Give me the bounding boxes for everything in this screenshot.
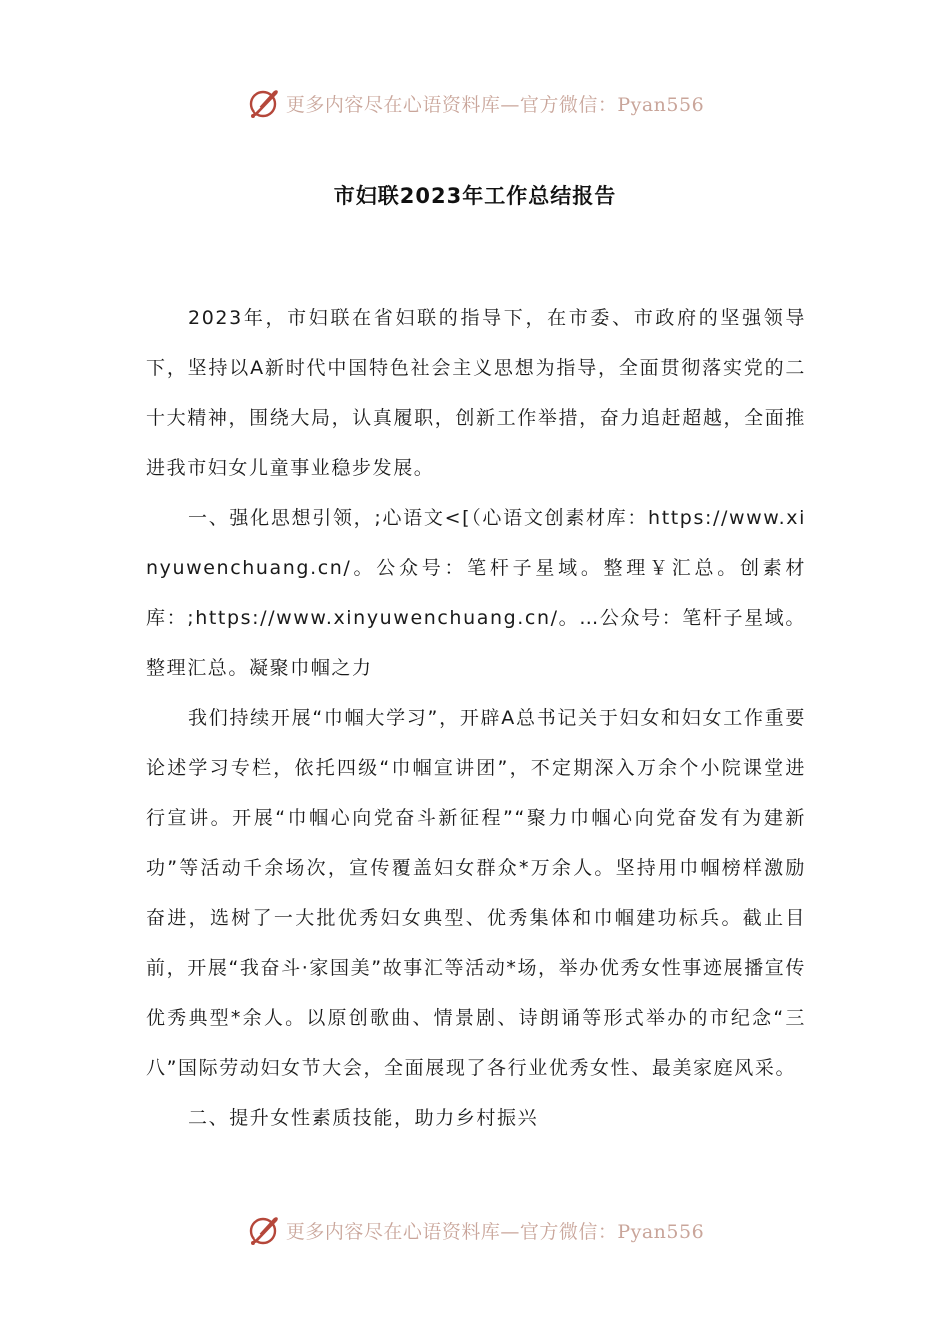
paragraph: 2023年，市妇联在省妇联的指导下，在市委、市政府的坚强领导下，坚持以A新时代中国特色社会主义思想为指导，全面贯彻落实党的二十大精神，围绕大局，认真履职，创新工作举措，奋力追赶超越，全面推进我市妇女儿童事业稳步发展。 [146,307,806,479]
document-title: 市妇联2023年工作总结报告 [333,184,617,208]
section-heading: 一、强化思想引领，;心语文<[（心语文创素材库：https://www.xinyuwenchuang.cn/。公众号：笔杆子星域。整理￥汇总。创素材库：;https://www.xinyuwenchuang.cn/。…公众号：笔杆子星域。整理汇总。凝聚巾帼之力 [146,507,806,679]
quill-pen-logo-icon [246,1212,282,1248]
watermark-text: 更多内容尽在心语资料库—官方微信：Pyan556 [285,1220,705,1243]
footer-watermark [0,1210,950,1250]
section-heading: 二、提升女性素质技能，助力乡村振兴 [188,1107,539,1129]
quill-pen-logo-icon [246,85,282,121]
paragraph: 我们持续开展“巾帼大学习”，开辟A总书记关于妇女和妇女工作重要论述学习专栏，依托四级“巾帼宣讲团”，不定期深入万余个小院课堂进行宣讲。开展“巾帼心向党奋斗新征程”“聚力巾帼心向党奋发有为建新功”等活动千余场次，宣传覆盖妇女群众*万余人。坚持用巾帼榜样激励奋进，选树了一大批优秀妇女典型、优秀集体和巾帼建功标兵。截止目前，开展“我奋斗·家国美”故事汇等活动*场，举办优秀女性事迹展播宣传优秀典型*余人。以原创歌曲、情景剧、诗朗诵等形式举办的市纪念“三八”国际劳动妇女节大会，全面展现了各行业优秀女性、最美家庭风采。 [146,707,806,1079]
document-body [146,293,806,1143]
watermark-text: 更多内容尽在心语资料库—官方微信：Pyan556 [285,93,705,116]
header-watermark [0,83,950,123]
